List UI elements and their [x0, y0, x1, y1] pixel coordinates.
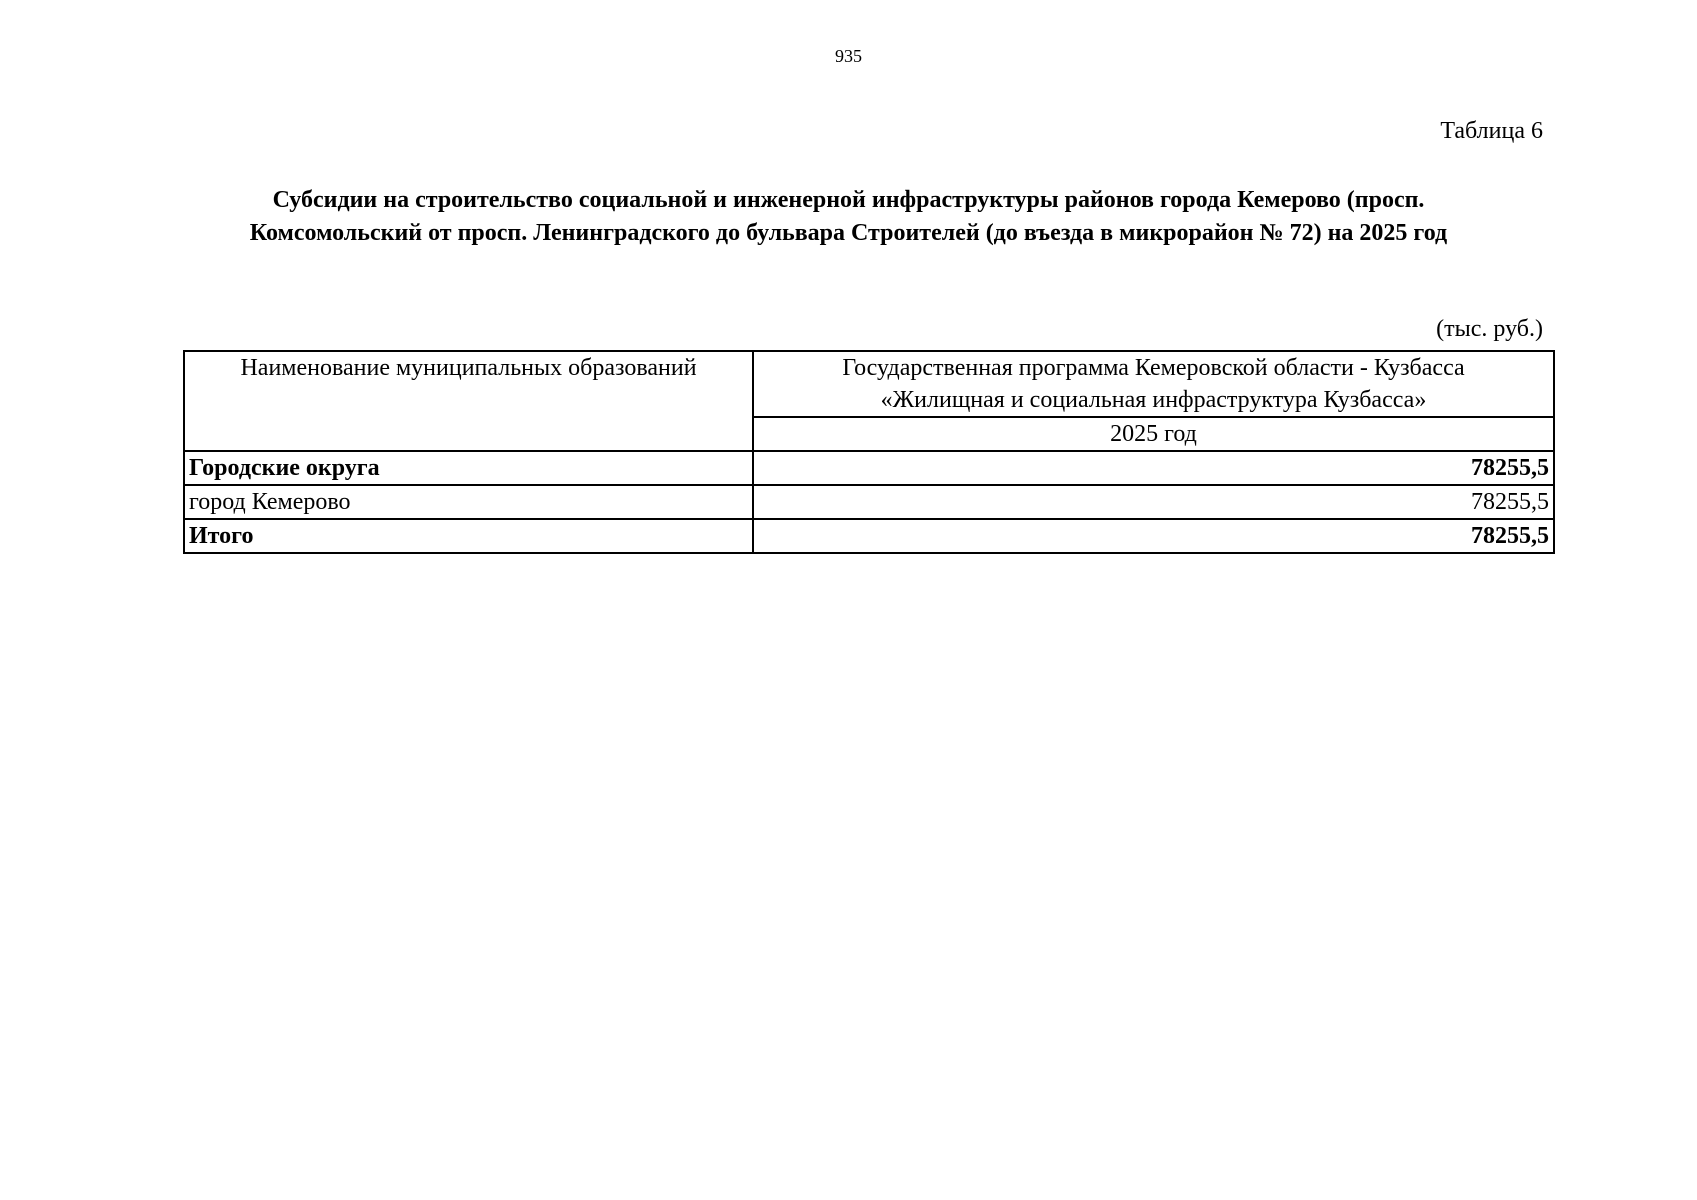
row-value: 78255,5 — [753, 485, 1554, 519]
table-row-kemerovo — [184, 485, 1554, 519]
header-program — [753, 351, 1554, 417]
subsidies-table — [183, 350, 1555, 554]
title-line-2: Комсомольский от просп. Ленинградского до бульвара Строителей (до въезда в микрорайон № 72) на 2025 год — [249, 220, 1448, 246]
page-number: 935 — [835, 46, 862, 66]
row-name: Городские округа — [184, 451, 753, 485]
title-line-1: Субсидии на строительство социальной и инженерной инфраструктуры районов города Кемерово (просп. — [272, 187, 1425, 213]
table-row-total — [184, 519, 1554, 553]
row-value: 78255,5 — [753, 451, 1554, 485]
table-row-urban-districts — [184, 451, 1554, 485]
header-program-line-1: Государственная программа Кемеровской области - Кузбасса — [842, 355, 1465, 381]
document-title — [150, 184, 1547, 250]
header-municipalities: Наименование муниципальных образований — [184, 351, 753, 451]
units-label: (тыс. руб.) — [1436, 316, 1543, 342]
row-name: город Кемерово — [184, 485, 753, 519]
row-name: Итого — [184, 519, 753, 553]
header-year: 2025 год — [753, 417, 1554, 451]
table-label: Таблица 6 — [1440, 118, 1543, 144]
header-program-line-2: «Жилищная и социальная инфраструктура Кузбасса» — [880, 387, 1427, 413]
row-value: 78255,5 — [753, 519, 1554, 553]
